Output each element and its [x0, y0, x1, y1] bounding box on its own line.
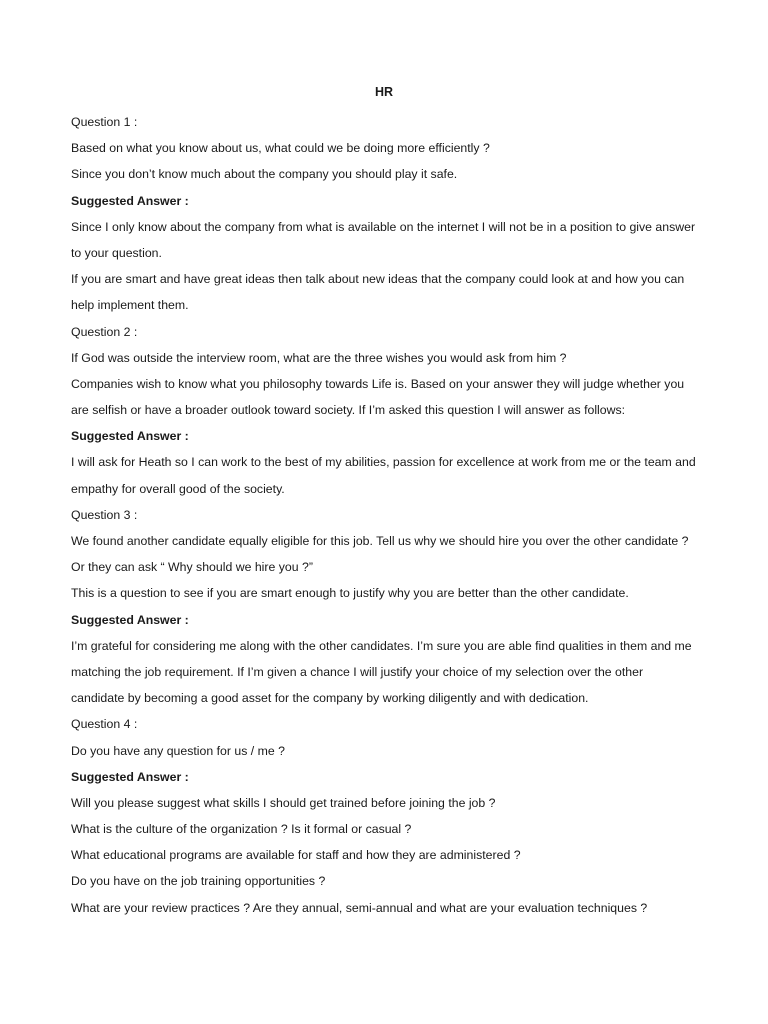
question-heading: Question 4 :	[71, 717, 138, 732]
body-text-line: Or they can ask “ Why should we hire you ?”	[71, 560, 313, 575]
suggested-answer-heading: Suggested Answer :	[71, 612, 189, 627]
body-text-line: help implement them.	[71, 298, 189, 313]
suggested-answer-heading: Suggested Answer :	[71, 769, 189, 784]
body-text-line: are selfish or have a broader outlook toward society. If I’m asked this question I will answer as follows:	[71, 403, 626, 418]
question-heading: Question 1 :	[71, 115, 138, 129]
body-text-line: I’m grateful for considering me along with the other candidates. I’m sure you are able find qualities in them and me	[71, 638, 692, 653]
body-text-line: matching the job requirement. If I’m given a chance I will justify your choice of my selection over the other	[71, 664, 644, 679]
question-heading: Question 3 :	[71, 507, 138, 522]
suggested-answer-heading: Suggested Answer :	[71, 429, 189, 444]
body-text-line: If God was outside the interview room, what are the three wishes you would ask from him ?	[71, 350, 567, 365]
body-text-line: empathy for overall good of the society.	[71, 481, 285, 496]
body-text-line: Since I only know about the company from what is available on the internet I will not be in a position to give answer	[71, 219, 696, 234]
body-text-line: What are your review practices ? Are they annual, semi-annual and what are your evaluation techniques ?	[71, 900, 648, 915]
question-heading: Question 2 :	[71, 324, 138, 339]
document-title: HR	[374, 85, 394, 99]
document-body	[71, 109, 711, 921]
body-text-line: We found another candidate equally eligible for this job. Tell us why we should hire you over the other candidate ?	[71, 534, 689, 548]
body-text-line: Will you please suggest what skills I should get trained before joining the job ?	[71, 795, 496, 810]
body-text-line: Since you don’t know much about the company you should play it safe.	[71, 167, 458, 182]
body-text-line: Do you have any question for us / me ?	[71, 743, 285, 758]
suggested-answer-heading: Suggested Answer :	[71, 193, 189, 208]
body-text-line: This is a question to see if you are smart enough to justify why you are better than the other candidate.	[71, 586, 629, 601]
body-text-line: to your question.	[71, 245, 162, 260]
body-text-line: I will ask for Heath so I can work to the best of my abilities, passion for excellence at work from me or the team and	[71, 455, 696, 470]
body-text-line: Do you have on the job training opportunities ?	[71, 874, 326, 889]
body-text-line: What educational programs are available for staff and how they are administered ?	[71, 848, 521, 863]
body-text-line: candidate by becoming a good asset for the company by working diligently and with dedication.	[71, 691, 589, 706]
body-text-line: Based on what you know about us, what could we be doing more efficiently ?	[71, 141, 490, 156]
body-text-line: What is the culture of the organization ? Is it formal or casual ?	[71, 822, 412, 837]
body-text-line: If you are smart and have great ideas then talk about new ideas that the company could look at and how you can	[71, 272, 685, 287]
body-text-line: Companies wish to know what you philosophy towards Life is. Based on your answer they will judge whether you	[71, 376, 685, 391]
